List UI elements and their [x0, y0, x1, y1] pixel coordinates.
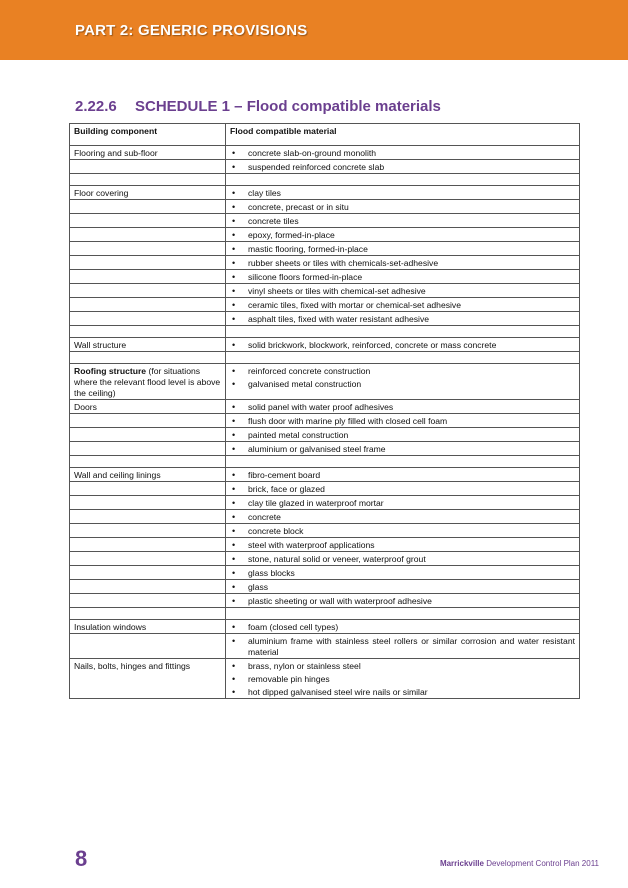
material-item: aluminium or galvanised steel frame — [248, 443, 386, 454]
material-item: vinyl sheets or tiles with chemical-set adhesive — [248, 285, 426, 296]
component-cell — [70, 442, 226, 456]
material-item: concrete tiles — [248, 215, 299, 226]
table-row — [70, 200, 580, 214]
material-cell — [226, 256, 580, 270]
bullet-icon: • — [232, 686, 236, 697]
component-cell — [70, 634, 226, 659]
material-cell — [226, 298, 580, 312]
material-cell — [226, 442, 580, 456]
material-item: concrete slab-on-ground monolith — [248, 147, 377, 158]
material-item: epoxy, formed-in-place — [248, 229, 335, 240]
component-cell — [70, 594, 226, 608]
spacer-row — [70, 174, 580, 186]
table-row — [70, 634, 580, 659]
table-row — [70, 538, 580, 552]
component-cell — [70, 566, 226, 580]
bullet-icon: • — [232, 443, 236, 454]
material-cell — [226, 496, 580, 510]
material-item: painted metal construction — [248, 429, 349, 440]
bullet-icon: • — [232, 215, 236, 226]
material-cell — [226, 524, 580, 538]
document-name-rest: Development Control Plan 2011 — [483, 859, 599, 868]
table-row — [70, 298, 580, 312]
component-cell — [70, 284, 226, 298]
material-item: clay tile glazed in waterproof mortar — [248, 497, 384, 508]
bullet-icon: • — [232, 483, 236, 494]
component-cell: Doors — [70, 400, 226, 414]
header-building-component: Building component — [70, 124, 226, 146]
bullet-icon: • — [232, 635, 236, 646]
material-cell — [226, 338, 580, 352]
table-row — [70, 442, 580, 456]
component-cell — [70, 256, 226, 270]
component-cell: Wall and ceiling linings — [70, 468, 226, 482]
table-row — [70, 580, 580, 594]
component-cell — [70, 552, 226, 566]
material-item: steel with waterproof applications — [248, 539, 375, 550]
material-item: brick, face or glazed — [248, 483, 325, 494]
component-cell — [70, 414, 226, 428]
component-cell — [70, 364, 226, 400]
material-item: aluminium frame with stainless steel rollers or similar corrosion and water resistant material — [248, 635, 575, 657]
component-cell — [70, 580, 226, 594]
component-cell: Nails, bolts, hinges and fittings — [70, 659, 226, 699]
component-cell — [70, 538, 226, 552]
material-item: removable pin hinges — [248, 673, 330, 684]
table-row — [70, 414, 580, 428]
material-item: rubber sheets or tiles with chemicals-set-adhesive — [248, 257, 439, 268]
material-item: solid brickwork, blockwork, reinforced, concrete or mass concrete — [248, 339, 497, 350]
material-item: mastic flooring, formed-in-place — [248, 243, 368, 254]
material-cell — [226, 270, 580, 284]
section-title — [75, 98, 441, 115]
material-cell — [226, 566, 580, 580]
bullet-icon: • — [232, 660, 236, 671]
spacer-row — [70, 608, 580, 620]
component-cell — [70, 428, 226, 442]
table-row — [70, 214, 580, 228]
material-item: concrete, precast or in situ — [248, 201, 349, 212]
bullet-icon: • — [232, 525, 236, 536]
material-item: reinforced concrete construction — [248, 365, 371, 376]
table-row — [70, 552, 580, 566]
material-item: flush door with marine ply filled with closed cell foam — [248, 415, 448, 426]
bullet-icon: • — [232, 229, 236, 240]
component-cell — [70, 160, 226, 174]
material-cell — [226, 594, 580, 608]
bullet-icon: • — [232, 553, 236, 564]
component-cell — [70, 200, 226, 214]
material-cell — [226, 214, 580, 228]
bullet-icon: • — [232, 285, 236, 296]
material-cell — [226, 634, 580, 659]
page-number: 8 — [75, 846, 88, 871]
table-row — [70, 312, 580, 326]
material-item: hot dipped galvanised steel wire nails or similar — [248, 686, 428, 697]
component-note-text: (for situations where the relevant flood level is above the ceiling) — [74, 365, 221, 398]
section-heading: SCHEDULE 1 – Flood compatible materials — [135, 98, 441, 115]
material-cell — [226, 414, 580, 428]
bullet-icon: • — [232, 378, 236, 389]
component-cell: Flooring and sub-floor — [70, 146, 226, 160]
header-flood-material: Flood compatible material — [226, 124, 580, 146]
section-number: 2.22.6 — [75, 98, 117, 115]
material-cell — [226, 538, 580, 552]
material-item: ceramic tiles, fixed with mortar or chemical-set adhesive — [248, 299, 462, 310]
bullet-icon: • — [232, 299, 236, 310]
material-cell — [226, 284, 580, 298]
table-row — [70, 659, 580, 699]
table-row — [70, 256, 580, 270]
component-cell — [70, 228, 226, 242]
table-row — [70, 566, 580, 580]
material-item: solid panel with water proof adhesives — [248, 401, 394, 412]
bullet-icon: • — [232, 187, 236, 198]
material-cell — [226, 242, 580, 256]
material-cell — [226, 200, 580, 214]
component-cell — [70, 214, 226, 228]
bullet-icon: • — [232, 511, 236, 522]
table-header-row — [70, 124, 580, 146]
material-cell — [226, 186, 580, 200]
table-row — [70, 338, 580, 352]
bullet-icon: • — [232, 147, 236, 158]
material-cell — [226, 580, 580, 594]
material-cell — [226, 146, 580, 160]
bullet-icon: • — [232, 415, 236, 426]
table-row — [70, 468, 580, 482]
header-banner — [0, 0, 628, 60]
table-row — [70, 242, 580, 256]
material-item: glass blocks — [248, 567, 295, 578]
bullet-icon: • — [232, 243, 236, 254]
table-row — [70, 594, 580, 608]
material-item: concrete block — [248, 525, 304, 536]
bullet-icon: • — [232, 673, 236, 684]
bullet-icon: • — [232, 539, 236, 550]
bullet-icon: • — [232, 469, 236, 480]
material-cell — [226, 160, 580, 174]
component-cell — [70, 496, 226, 510]
table-row — [70, 284, 580, 298]
material-cell — [226, 620, 580, 634]
material-item: asphalt tiles, fixed with water resistant adhesive — [248, 313, 430, 324]
component-cell — [70, 510, 226, 524]
table-row — [70, 524, 580, 538]
material-item: fibro-cement board — [248, 469, 321, 480]
material-item: suspended reinforced concrete slab — [248, 161, 385, 172]
table-row — [70, 364, 580, 400]
material-item: plastic sheeting or wall with waterproof adhesive — [248, 595, 432, 606]
table-row — [70, 496, 580, 510]
component-cell — [70, 270, 226, 284]
bullet-icon: • — [232, 581, 236, 592]
material-cell — [226, 400, 580, 414]
bullet-icon: • — [232, 161, 236, 172]
material-cell — [226, 312, 580, 326]
table-row — [70, 146, 580, 160]
document-name-bold: Marrickville — [439, 859, 484, 868]
component-cell: Insulation windows — [70, 620, 226, 634]
bullet-icon: • — [232, 497, 236, 508]
bullet-icon: • — [232, 567, 236, 578]
component-cell — [70, 298, 226, 312]
material-cell — [226, 228, 580, 242]
table-row — [70, 186, 580, 200]
table-row — [70, 428, 580, 442]
component-cell — [70, 312, 226, 326]
bullet-icon: • — [232, 401, 236, 412]
component-cell — [70, 482, 226, 496]
table-row — [70, 160, 580, 174]
component-cell: Wall structure — [70, 338, 226, 352]
spacer-row — [70, 456, 580, 468]
material-item: silicone floors formed-in-place — [248, 271, 363, 282]
bullet-icon: • — [232, 201, 236, 212]
document-name — [440, 859, 599, 868]
flood-materials-table — [69, 123, 580, 699]
table-row — [70, 270, 580, 284]
material-cell — [226, 552, 580, 566]
material-item: foam (closed cell types) — [248, 621, 339, 632]
material-item: clay tiles — [248, 187, 281, 198]
table-row — [70, 400, 580, 414]
material-item: galvanised metal construction — [248, 378, 362, 389]
spacer-row — [70, 352, 580, 364]
material-item: stone, natural solid or veneer, waterproof grout — [248, 553, 426, 564]
material-cell — [226, 510, 580, 524]
material-cell — [226, 468, 580, 482]
table-row — [70, 482, 580, 496]
bullet-icon: • — [232, 313, 236, 324]
bullet-icon: • — [232, 271, 236, 282]
bullet-icon: • — [232, 257, 236, 268]
table-row — [70, 228, 580, 242]
material-cell — [226, 659, 580, 699]
component-cell: Floor covering — [70, 186, 226, 200]
component-cell — [70, 524, 226, 538]
bullet-icon: • — [232, 429, 236, 440]
material-cell — [226, 482, 580, 496]
bullet-icon: • — [232, 595, 236, 606]
component-cell — [70, 242, 226, 256]
bullet-icon: • — [232, 621, 236, 632]
spacer-row — [70, 326, 580, 338]
banner-title: PART 2: GENERIC PROVISIONS — [75, 22, 308, 39]
material-item: glass — [248, 581, 269, 592]
material-cell — [226, 364, 580, 400]
material-cell — [226, 428, 580, 442]
material-item: brass, nylon or stainless steel — [248, 660, 361, 671]
component-bold-text: Roofing structure — [74, 365, 147, 376]
bullet-icon: • — [232, 365, 236, 376]
table-row — [70, 620, 580, 634]
bullet-icon: • — [232, 339, 236, 350]
material-item: concrete — [248, 511, 281, 522]
table-row — [70, 510, 580, 524]
